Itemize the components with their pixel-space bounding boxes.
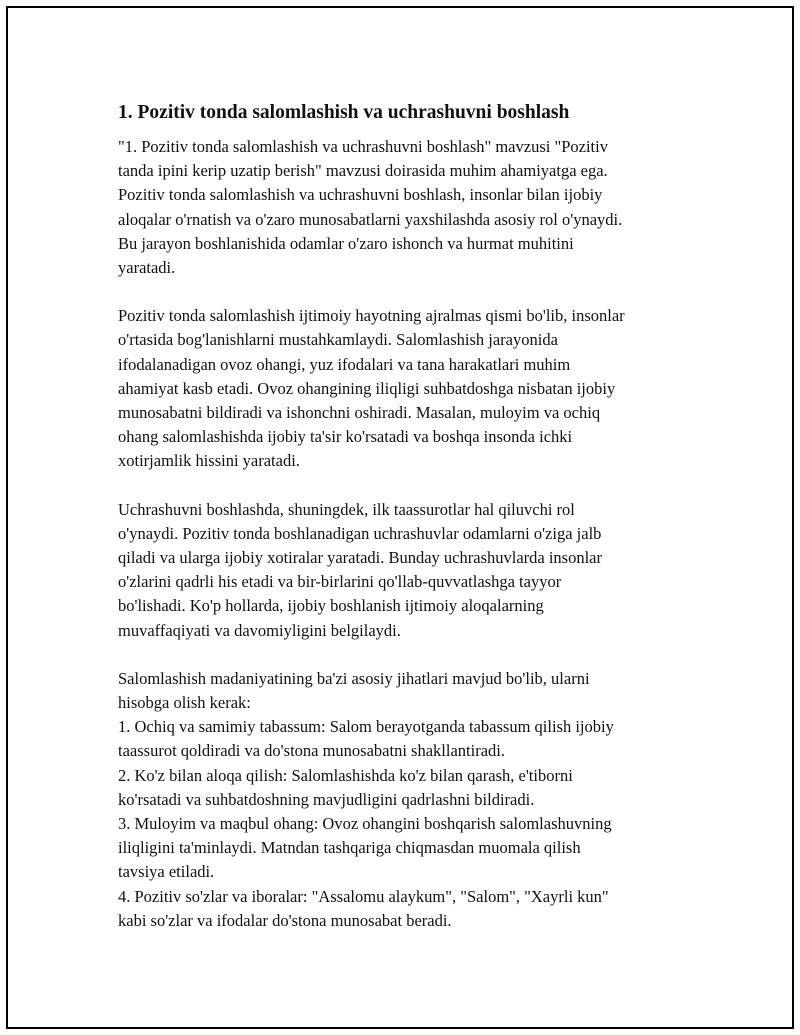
text-line: Uchrashuvni boshlashda, shuningdek, ilk taassurotlar hal qiluvchi rol	[118, 499, 575, 519]
list-item-line: taassurot qoldiradi va do'stona munosabatni shakllantiradi.	[118, 741, 505, 761]
text-line: munosabatni bildiradi va ishonchni oshiradi. Masalan, muloyim va ochiq	[118, 403, 601, 423]
text-line: qiladi va ularga ijobiy xotiralar yaratadi. Bunday uchrashuvlarda insonlar	[118, 548, 603, 568]
paragraph-meeting	[118, 498, 698, 643]
list-item-line: iliqligini ta'minlaydi. Matndan tashqariga chiqmasdan muomala qilish	[118, 838, 581, 858]
list-item-line: ko'rsatadi va suhbatdoshning mavjudligini qadrlashni bildiradi.	[118, 789, 535, 809]
page-frame	[6, 6, 794, 1029]
text-line: ahamiyat kasb etadi. Ovoz ohangining iliqligi suhbatdoshga nisbatan ijobiy	[118, 378, 616, 398]
list-item-line: 4. Pozitiv so'zlar va iboralar: "Assalomu alaykum", "Salom", "Xayrli kun"	[118, 886, 609, 906]
text-line: Salomlashish madaniyatining ba'zi asosiy jihatlari mavjud bo'lib, ularni	[118, 668, 590, 688]
paragraph-greeting	[118, 304, 698, 473]
text-line: "1. Pozitiv tonda salomlashish va uchrashuvni boshlash" mavzusi "Pozitiv	[118, 137, 608, 156]
list-item-line: 2. Ko'z bilan aloqa qilish: Salomlashishda ko'z bilan qarash, e'tiborni	[118, 765, 573, 785]
text-line: Bu jarayon boshlanishida odamlar o'zaro ishonch va hurmat muhitini	[118, 233, 574, 253]
text-line: ohang salomlashishda ijobiy ta'sir ko'rsatadi va boshqa insonda ichki	[118, 427, 573, 447]
list-item-line: 3. Muloyim va maqbul ohang: Ovoz ohangini boshqarish salomlashuvning	[118, 814, 612, 834]
document-body	[118, 99, 698, 933]
paragraph-culture-list	[118, 667, 698, 933]
text-line: muvaffaqiyati va davomiyligini belgilaydi.	[118, 620, 401, 640]
list-item-line: tavsiya etiladi.	[118, 862, 215, 882]
text-line: o'rtasida bog'lanishlarni mustahkamlaydi. Salomlashish jarayonida	[118, 330, 558, 350]
list-item-line: kabi so'zlar va ifodalar do'stona munosabat beradi.	[118, 910, 452, 930]
text-line: ifodalanadigan ovoz ohangi, yuz ifodalari va tana harakatlari muhim	[118, 354, 571, 374]
text-line: xotirjamlik hissini yaratadi.	[118, 451, 300, 471]
text-line: o'zlarini qadrli his etadi va bir-birlarini qo'llab-quvvatlashga tayyor	[118, 572, 562, 592]
text-line: yaratadi.	[118, 258, 176, 278]
text-line: hisobga olish kerak:	[118, 693, 251, 713]
text-line: Pozitiv tonda salomlashish ijtimoiy hayotning ajralmas qismi bo'lib, insonlar	[118, 306, 625, 326]
text-line: Pozitiv tonda salomlashish va uchrashuvni boshlash, insonlar bilan ijobiy	[118, 185, 603, 205]
list-item-line: 1. Ochiq va samimiy tabassum: Salom berayotganda tabassum qilish ijobiy	[118, 717, 614, 737]
section-heading: 1. Pozitiv tonda salomlashish va uchrashuvni boshlash	[118, 102, 570, 123]
text-line: bo'lishadi. Ko'p hollarda, ijobiy boshlanish ijtimoiy aloqalarning	[118, 596, 544, 616]
text-line: tanda ipini kerip uzatip berish" mavzusi doirasida muhim ahamiyatga ega.	[118, 161, 608, 181]
text-line: aloqalar o'rnatish va o'zaro munosabatlarni yaxshilashda asosiy rol o'ynaydi.	[118, 209, 623, 229]
paragraph-intro	[118, 135, 698, 280]
text-line: o'ynaydi. Pozitiv tonda boshlanadigan uchrashuvlar odamlarni o'ziga jalb	[118, 523, 602, 543]
